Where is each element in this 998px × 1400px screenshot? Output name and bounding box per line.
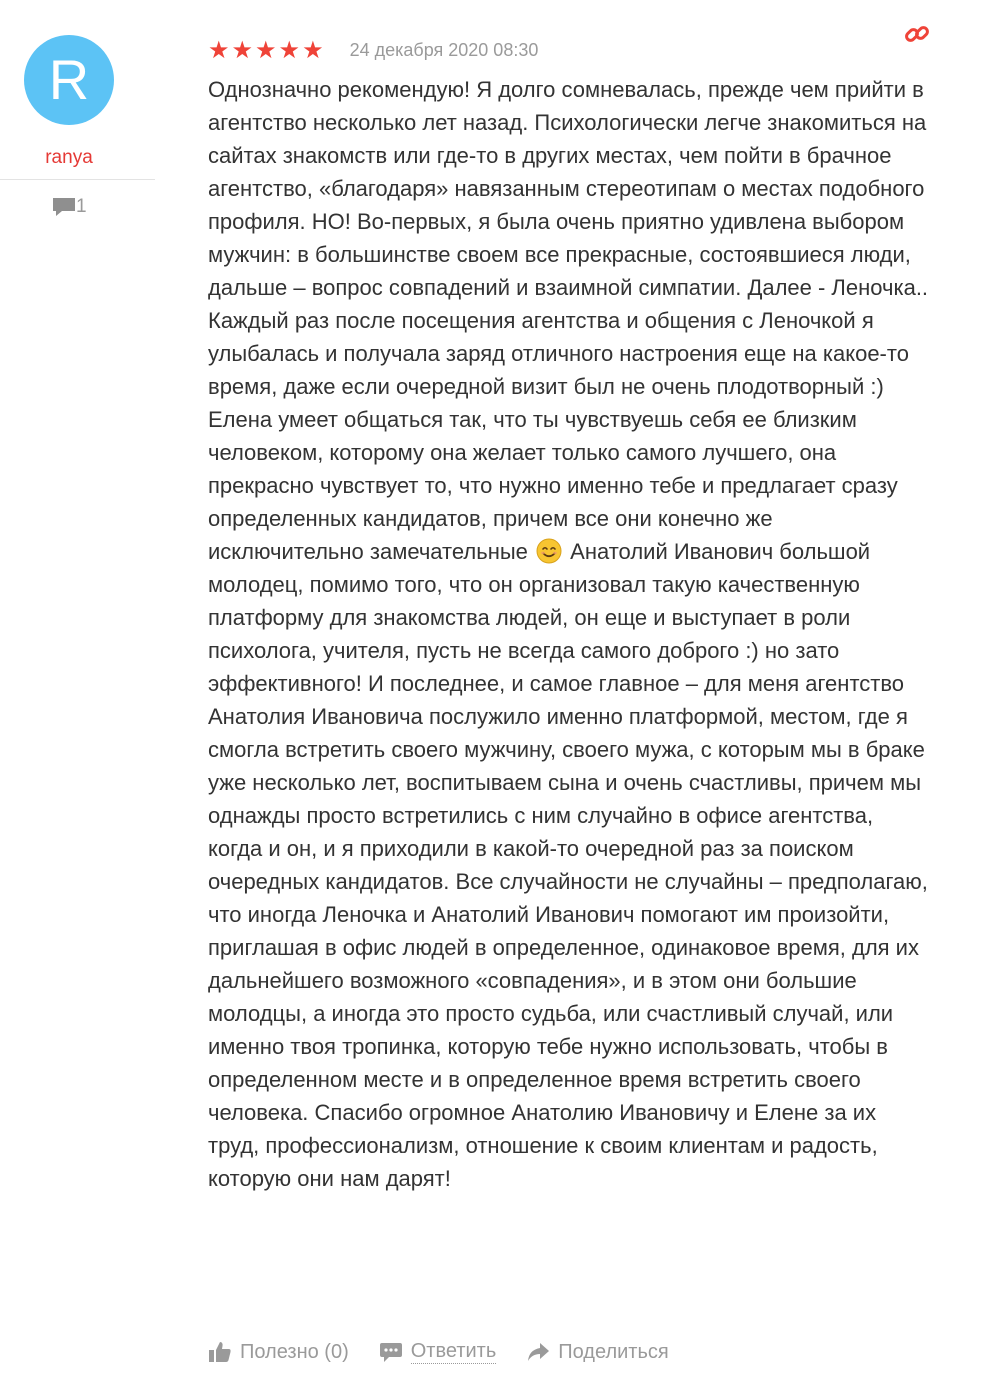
review-text	[208, 73, 933, 1195]
author-reviews-count[interactable]	[52, 196, 87, 218]
smiling-face-emoji-icon	[536, 538, 562, 564]
helpful-label: Полезно (0)	[240, 1340, 349, 1363]
review-date: 24 декабря 2020 08:30	[349, 39, 539, 60]
rating-stars	[208, 38, 324, 62]
review-meta	[208, 38, 538, 62]
share-label: Поделиться	[558, 1340, 669, 1363]
author-username[interactable]: ranya	[45, 147, 93, 168]
review-text-part-2: Анатолий Иванович большой молодец, помимо того, что он организовал такую качественную платформу для знакомства людей, он еще и выступает в роли психолога, учителя, пусть не всегда самого доброго :) но зато эффективного! И последнее, и самое главное – для меня агентство Анатолия Ивановича послужило именно платформой, местом, где я смогла встретить своего мужчину, своего мужа, с которым мы в браке уже несколько лет, воспитываем сына и очень счастливы, причем мы однажды просто встретились с ним случайно в офисе агентства, когда и он, и я приходили в какой-то очередной раз за поиском очередных кандидатов. Все случайности не случайны – предполагаю, что иногда Леночка и Анатолий Иванович помогают им произойти, приглашая в офис людей в определенное, одинаковое время, для их дальнейшего возможного «совпадения», и в этом они большие молодцы, а иногда это просто судьба, или счастливый случай, или именно твоя тропинка, которую тебе нужно использовать, чтобы в определенном месте и в определенное время встретить своего человека. Спасибо огромное Анатолию Ивановичу и Елене за их труд, профессионализм, отношение к своим клиентам и радость, которую они нам дарят!	[208, 539, 928, 1191]
sidebar-divider	[0, 179, 155, 180]
avatar[interactable]	[24, 35, 114, 125]
star-icon: ★	[231, 36, 254, 64]
chat-bubble-icon	[52, 197, 76, 217]
reply-label: Ответить	[410, 1340, 497, 1362]
share-arrow-icon	[526, 1340, 550, 1364]
review-text-part-1: Однозначно рекомендую! Я долго сомневалась, прежде чем прийти в агентство несколько лет назад. Психологически легче знакомиться на сайтах знакомств или где-то в других местах, чем пойти в брачное агентство, «благодаря» навязанным стереотипам о местах подобного профиля. НО! Во-первых, я была очень приятно удивлена выбором мужчин: в большинстве своем все прекрасные, состоявшиеся люди, дальше – вопрос совпадений и взаимной симпатии. Далее - Леночка.. Каждый раз после посещения агентства и общения с Леночкой я улыбалась и получала заряд отличного настроения еще на какое-то время, даже если очередной визит был не очень плодотворный :) Елена умеет общаться так, что ты чувствуешь себя ее близким человеком, которому она желает только самого лучшего, она прекрасно чувствует то, что нужно именно тебе и предлагает сразу определенных кандидатов, причем все они конечно же исключительно замечательные	[208, 77, 929, 564]
star-icon: ★	[302, 36, 324, 64]
share-button[interactable]	[526, 1340, 668, 1364]
review-actions	[208, 1340, 669, 1364]
comment-icon	[379, 1340, 403, 1364]
reply-button[interactable]	[379, 1340, 497, 1364]
avatar-letter: R	[48, 48, 90, 111]
helpful-button[interactable]	[208, 1340, 349, 1364]
star-icon: ★	[208, 36, 230, 64]
star-icon: ★	[255, 36, 277, 64]
reviews-count-value: 1	[76, 196, 87, 217]
star-icon: ★	[278, 36, 301, 64]
link-icon[interactable]	[903, 20, 931, 48]
thumbs-up-icon	[208, 1340, 232, 1364]
